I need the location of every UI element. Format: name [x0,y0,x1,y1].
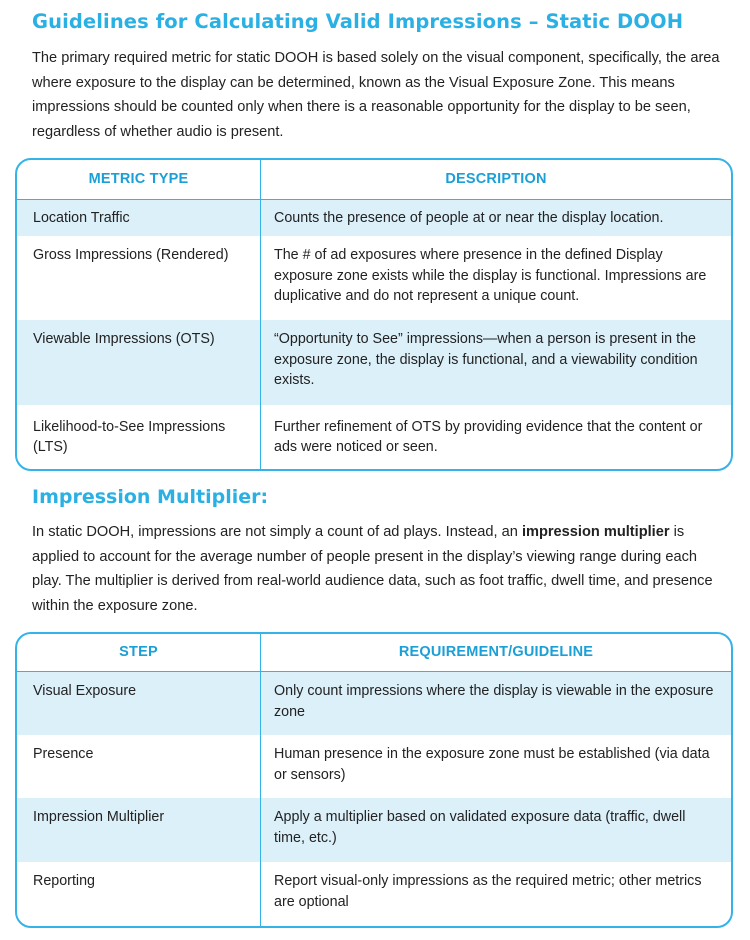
guideline-cell: Human presence in the exposure zone must be established (via data or sensors) [274,746,710,783]
table-row [17,320,731,405]
steps-table [15,632,733,928]
metric-cell: Location Traffic [17,200,261,236]
metric-cell: Viewable Impressions (OTS) [17,320,261,405]
section-heading: Impression Multiplier: [32,486,269,508]
page-title: Guidelines for Calculating Valid Impressions – Static DOOH [32,10,684,33]
column-header-requirement: REQUIREMENT/GUIDELINE [398,644,594,661]
step-cell: Visual Exposure [17,672,261,735]
description-cell: “Opportunity to See” impressions—when a person is present in the exposure zone, the display is functional, and a viewability condition exists. [274,331,698,388]
guideline-cell: Apply a multiplier based on validated exposure data (traffic, dwell time, etc.) [274,809,686,846]
table-row [17,798,731,862]
intro-paragraph: The primary required metric for static DOOH is based solely on the visual component, specifically, the area where exposure to the display can be determined, known as the Visual Exposure Zone. This means impressions should be counted only when there is a reasonable opportunity for the display to be seen, regardless of whether audio is present. [32,50,720,140]
multiplier-bold-term: impression multiplier [521,524,670,540]
multiplier-paragraph [32,520,722,618]
step-cell: Presence [17,735,261,798]
multiplier-text-end: is applied to account for the average number of people present in the display’s viewing range during each play. The multiplier is derived from real-world audience data, such as foot traffic, dwell time, and presence within the exposure zone. [32,524,713,614]
guideline-cell: Only count impressions where the display is viewable in the exposure zone [274,683,714,720]
description-cell: Counts the presence of people at or near the display location. [274,209,664,226]
table-row [17,672,731,735]
description-cell: Further refinement of OTS by providing evidence that the content or ads were noticed or seen. [274,418,703,455]
column-header-description: DESCRIPTION [445,171,547,188]
metrics-table [15,158,733,471]
table-header-row [17,634,731,672]
table-row [17,405,731,469]
metric-cell: Gross Impressions (Rendered) [17,236,261,320]
step-cell: Impression Multiplier [17,798,261,862]
guideline-cell: Report visual-only impressions as the required metric; other metrics are optional [274,873,702,910]
table-row [17,735,731,798]
column-header-step: STEP [17,634,261,671]
table-header-row [17,160,731,200]
metric-cell: Likelihood-to-See Impressions (LTS) [17,405,261,469]
column-header-metric-type: METRIC TYPE [17,160,261,199]
table-row [17,200,731,236]
description-cell: The # of ad exposures where presence in the defined Display exposure zone exists while the display is functional. Impressions are duplicative and do not represent a unique count. [274,247,707,304]
table-row [17,236,731,320]
multiplier-text-start: In static DOOH, impressions are not simply a count of ad plays. Instead, an [32,524,522,540]
table-row [17,862,731,926]
step-cell: Reporting [17,862,261,926]
